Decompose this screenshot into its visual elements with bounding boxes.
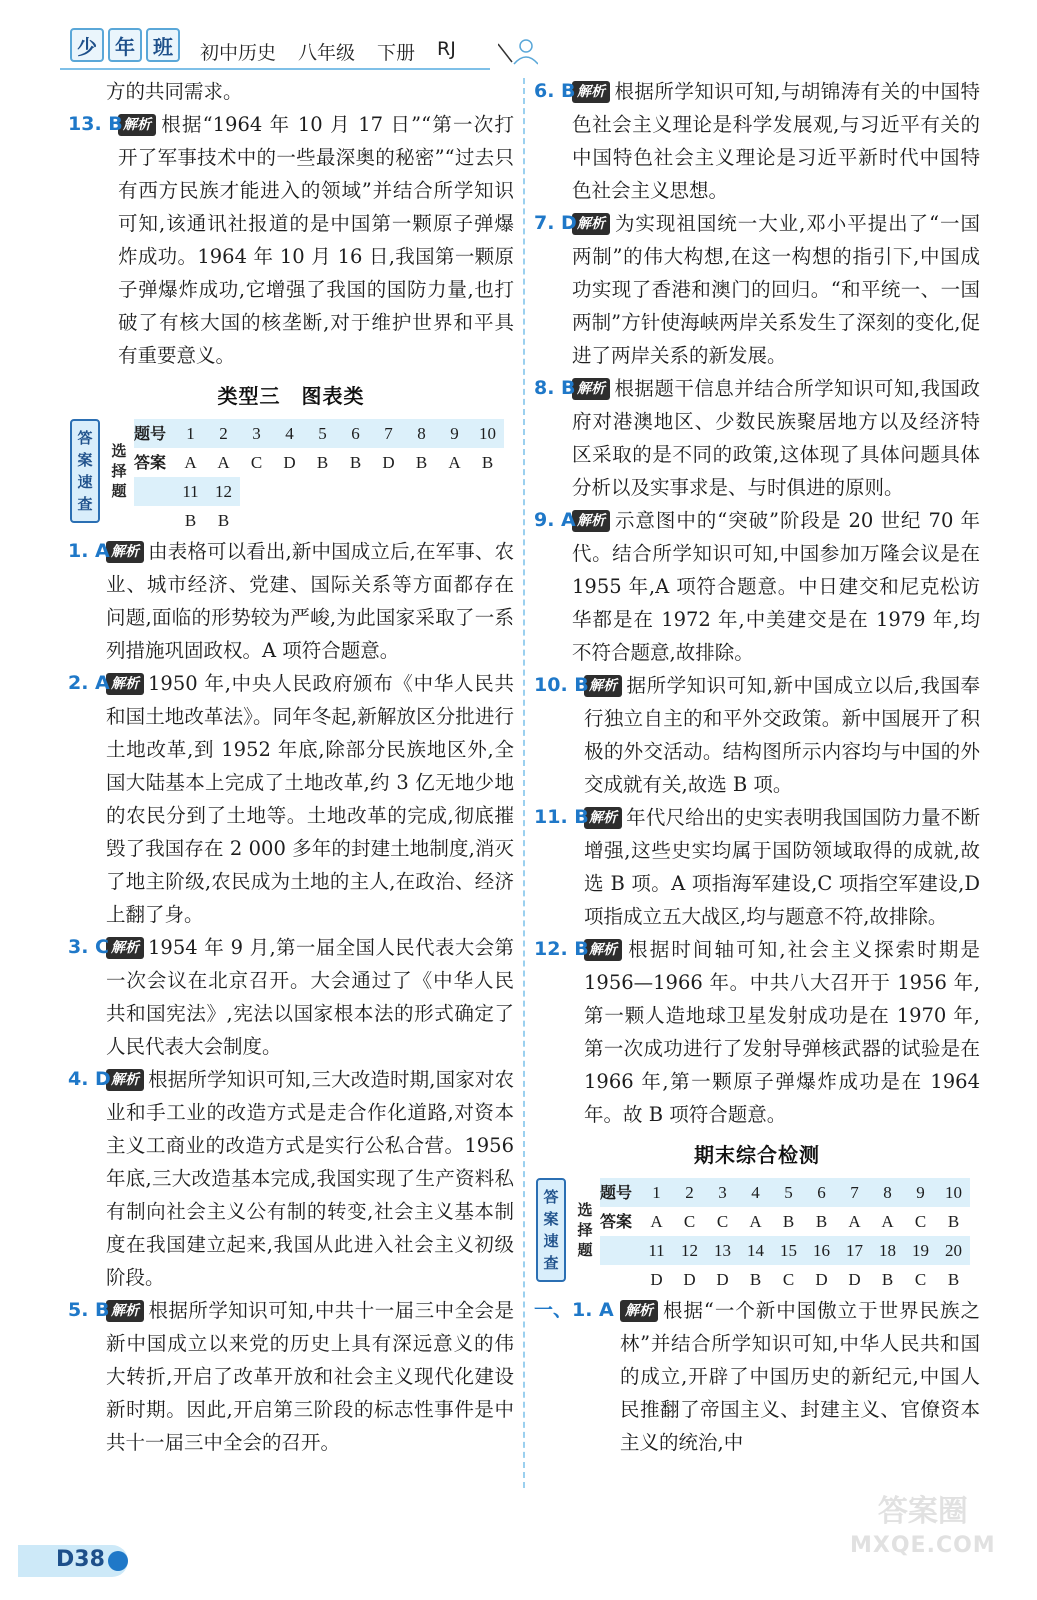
tag-char: 速 bbox=[543, 1232, 559, 1250]
q-answer: C bbox=[914, 1212, 927, 1231]
q-answer: B bbox=[349, 453, 362, 472]
q-answer: A bbox=[184, 453, 197, 472]
continuation-text: 方的共同需求。 bbox=[106, 80, 243, 103]
answer-text: 根据时间轴可知,社会主义探索时期是 1956—1966 年。中共八大召开于 1956 年,第一颗人造地球卫星发射成功是在 1970 年,第一次成功进行了发射导弹核武器的试验是在 1966 年,第一颗原子弹爆炸成功是在 1964 年。故 B 项符合题意。 bbox=[584, 938, 980, 1126]
answer-row bbox=[600, 1207, 970, 1236]
q-answer: B bbox=[947, 1270, 960, 1289]
q-num: 12 bbox=[215, 482, 232, 501]
q-num: 2 bbox=[685, 1183, 694, 1202]
answer-item bbox=[534, 933, 980, 1131]
answer-item bbox=[534, 801, 980, 933]
choice-label bbox=[574, 1200, 596, 1260]
q-num: 12 bbox=[681, 1241, 698, 1260]
answer-item bbox=[68, 1294, 514, 1459]
subject: 初中历史 bbox=[200, 42, 277, 64]
answer-item bbox=[534, 372, 980, 504]
answer-grid bbox=[134, 419, 504, 535]
q-num: 11 bbox=[648, 1241, 665, 1260]
brand-logo bbox=[70, 28, 184, 62]
section-title: 期末综合检测 bbox=[694, 1143, 820, 1167]
q-num: 4 bbox=[285, 424, 294, 443]
analysis-tag: 解析 bbox=[118, 114, 156, 136]
q-answer: D bbox=[848, 1270, 861, 1289]
sub-char: 择 bbox=[577, 1221, 593, 1239]
answer-text: 根据所学知识可知,三大改造时期,国家对农业和手工业的改造方式是走合作化道路,对资本主义工商业的改造方式是实行公私合营。1956 年底,三大改造基本完成,我国实现了生产资料私有制向社会主义公有制的转变,社会主义基本制度在我国建立起来,我国从此进入社会主义初级阶段。 bbox=[106, 1068, 514, 1289]
answer-text: 根据所学知识可知,中共十一届三中全会是新中国成立以来党的历史上具有深远意义的伟大转折,开启了改革开放和社会主义现代化建设新时期。因此,开启第三阶段的标志性事件是中共十一届三中全会的召开。 bbox=[106, 1299, 514, 1454]
q-answer: B bbox=[316, 453, 329, 472]
q-num: 16 bbox=[813, 1241, 830, 1260]
q-num: 1 bbox=[652, 1183, 661, 1202]
answer-text: 由表格可以看出,新中国成立后,在军事、农业、城市经济、党建、国际关系等方面都存在问题,面临的形势较为严峻,为此国家采取了一系列措施巩固政权。A 项符合题意。 bbox=[106, 540, 514, 662]
answer-row bbox=[600, 1265, 970, 1294]
q-num: 19 bbox=[912, 1241, 929, 1260]
q-answer: B bbox=[415, 453, 428, 472]
tag-char: 案 bbox=[77, 451, 93, 469]
q-answer: C bbox=[914, 1270, 927, 1289]
sub-char: 选 bbox=[111, 442, 127, 460]
q-num: 11 bbox=[182, 482, 199, 501]
answer-number: 13. B bbox=[68, 113, 123, 135]
logo-char: 班 bbox=[146, 28, 180, 62]
answer-number: 10. B bbox=[534, 674, 589, 696]
answer-item bbox=[68, 1063, 514, 1294]
analysis-tag: 解析 bbox=[572, 81, 610, 103]
header-rule bbox=[60, 68, 490, 70]
answer-number: 7. D bbox=[534, 212, 577, 234]
sub-char: 题 bbox=[111, 482, 127, 500]
answer-quick-check bbox=[534, 1178, 980, 1289]
logo-char: 少 bbox=[70, 28, 104, 62]
q-num: 20 bbox=[945, 1241, 962, 1260]
tag-char: 答 bbox=[77, 429, 93, 447]
row-label-spacer bbox=[134, 506, 174, 535]
q-num: 3 bbox=[718, 1183, 727, 1202]
q-num: 3 bbox=[252, 424, 261, 443]
tag-char: 查 bbox=[77, 495, 93, 513]
answer-text: 根据“1964 年 10 月 17 日”“第一次打开了军事技术中的一些最深奥的秘密”“过去只有西方民族才能进入的领域”并结合所学知识可知,该通讯社报道的是中国第一颗原子弹爆炸成功。1964 年 10 月 16 日,我国第一颗原子弹爆炸成功,它增强了我国的国防力量,也打破了有核大国的核垄断,对于维护世界和平具有重要意义。 bbox=[118, 113, 514, 367]
q-answer: A bbox=[881, 1212, 894, 1231]
q-num: 9 bbox=[916, 1183, 925, 1202]
logo-char: 年 bbox=[108, 28, 142, 62]
answer-item bbox=[68, 535, 514, 667]
answer-text: 1954 年 9 月,第一届全国人民代表大会第一次会议在北京召开。大会通过了《中华人民共和国宪法》,宪法以国家根本法的形式确定了人民代表大会制度。 bbox=[106, 936, 514, 1058]
header-meta bbox=[200, 38, 456, 65]
analysis-tag: 解析 bbox=[584, 807, 622, 829]
answer-item bbox=[534, 504, 980, 669]
q-num: 13 bbox=[714, 1241, 731, 1260]
q-answer: A bbox=[749, 1212, 762, 1231]
q-answer: B bbox=[749, 1270, 762, 1289]
answer-grid bbox=[600, 1178, 970, 1294]
q-answer: B bbox=[184, 511, 197, 530]
q-answer: D bbox=[716, 1270, 729, 1289]
page-dot-icon bbox=[108, 1551, 128, 1571]
q-answer: A bbox=[217, 453, 230, 472]
answer-number: 8. B bbox=[534, 377, 576, 399]
q-answer: C bbox=[683, 1212, 696, 1231]
row-label: 题号 bbox=[134, 424, 167, 443]
watermark-top: 答案圈 bbox=[877, 1494, 968, 1529]
number-row bbox=[134, 419, 504, 448]
q-answer: B bbox=[217, 511, 230, 530]
q-num: 8 bbox=[417, 424, 426, 443]
watermark bbox=[850, 1495, 996, 1563]
answer-number: 2. A bbox=[68, 672, 110, 694]
answer-number: 5. B bbox=[68, 1299, 110, 1321]
q-answer: D bbox=[382, 453, 395, 472]
analysis-tag: 解析 bbox=[572, 378, 610, 400]
analysis-tag: 解析 bbox=[620, 1300, 658, 1322]
q-num: 7 bbox=[850, 1183, 859, 1202]
analysis-tag: 解析 bbox=[584, 939, 622, 961]
q-num: 5 bbox=[784, 1183, 793, 1202]
answer-text: 为实现祖国统一大业,邓小平提出了“一国两制”的伟大构想,在这一构想的指引下,中国成功实现了香港和澳门的回归。“和平统一、一国两制”方针使海峡两岸关系发生了深刻的变化,促进了两岸关系的新发展。 bbox=[572, 212, 980, 367]
analysis-tag: 解析 bbox=[106, 541, 144, 563]
answer-item bbox=[534, 1294, 980, 1459]
q-num: 10 bbox=[479, 424, 496, 443]
q-answer: D bbox=[815, 1270, 828, 1289]
tag-char: 查 bbox=[543, 1254, 559, 1272]
answer-number: 11. B bbox=[534, 806, 589, 828]
q-answer: A bbox=[848, 1212, 861, 1231]
q-num: 15 bbox=[780, 1241, 797, 1260]
answer-item bbox=[68, 667, 514, 931]
answer-text: 据所学知识可知,新中国成立以后,我国奉行独立自主的和平外交政策。新中国展开了积极的外交活动。结构图所示内容均与中国的外交成就有关,故选 B 项。 bbox=[584, 674, 980, 796]
q-answer: B bbox=[782, 1212, 795, 1231]
row-label-spacer bbox=[600, 1236, 640, 1265]
answer-text: 年代尺给出的史实表明我国国防力量不断增强,这些史实均属于国防领域取得的成就,故选 B 项。A 项指海军建设,C 项指空军建设,D 项指成立五大战区,均与题意不符,故排除。 bbox=[584, 806, 980, 928]
answer-text: 根据所学知识可知,与胡锦涛有关的中国特色社会主义理论是科学发展观,与习近平有关的中国特色社会主义理论是习近平新时代中国特色社会主义思想。 bbox=[572, 80, 980, 202]
q-num: 4 bbox=[751, 1183, 760, 1202]
q-num: 6 bbox=[817, 1183, 826, 1202]
answer-item bbox=[68, 931, 514, 1063]
answer-number: 6. B bbox=[534, 80, 576, 102]
q-answer: C bbox=[782, 1270, 795, 1289]
analysis-tag: 解析 bbox=[106, 937, 144, 959]
q-num: 5 bbox=[318, 424, 327, 443]
answer-text: 根据“一个新中国傲立于世界民族之林”并结合所学知识可知,中华人民共和国的成立,开辟了中国历史的新纪元,中国人民推翻了帝国主义、封建主义、官僚资本主义的统治,中 bbox=[620, 1299, 980, 1454]
analysis-tag: 解析 bbox=[106, 1300, 144, 1322]
answer-text: 示意图中的“突破”阶段是 20 世纪 70 年代。结合所学知识可知,中国参加万隆会议是在 1955 年,A 项符合题意。中日建交和尼克松访华都是在 1972 年,中美建交是在 1979 年,均不符合题意,故排除。 bbox=[572, 509, 980, 664]
answer-number: 3. C bbox=[68, 936, 109, 958]
row-label: 题号 bbox=[600, 1183, 633, 1202]
q-answer: B bbox=[815, 1212, 828, 1231]
answer-number: 12. B bbox=[534, 938, 589, 960]
analysis-tag: 解析 bbox=[106, 1069, 144, 1091]
row-label-spacer bbox=[134, 477, 174, 506]
answer-item bbox=[534, 75, 980, 207]
q-num: 8 bbox=[883, 1183, 892, 1202]
volume: 下册 bbox=[377, 42, 416, 64]
q-num: 7 bbox=[384, 424, 393, 443]
watermark-bottom: MXQE.COM bbox=[850, 1533, 996, 1558]
tag-char: 案 bbox=[543, 1210, 559, 1228]
q-num: 6 bbox=[351, 424, 360, 443]
q-num: 10 bbox=[945, 1183, 962, 1202]
choice-label bbox=[108, 441, 130, 501]
tag-char: 速 bbox=[77, 473, 93, 491]
quick-check-tag bbox=[536, 1178, 566, 1282]
q-answer: C bbox=[250, 453, 263, 472]
q-answer: A bbox=[650, 1212, 663, 1231]
row-label: 答案 bbox=[134, 453, 167, 472]
q-answer: A bbox=[448, 453, 461, 472]
q-answer: D bbox=[283, 453, 296, 472]
answer-number: 一、1. A bbox=[534, 1299, 614, 1321]
q-answer: B bbox=[481, 453, 494, 472]
q-num: 9 bbox=[450, 424, 459, 443]
page-header bbox=[0, 0, 1037, 75]
grade: 八年级 bbox=[298, 42, 356, 64]
analysis-tag: 解析 bbox=[572, 213, 610, 235]
answer-item bbox=[534, 669, 980, 801]
tag-char: 答 bbox=[543, 1188, 559, 1206]
q-num: 14 bbox=[747, 1241, 764, 1260]
quick-check-tag bbox=[70, 419, 100, 523]
row-label-spacer bbox=[600, 1265, 640, 1294]
sub-char: 题 bbox=[577, 1241, 593, 1259]
analysis-tag: 解析 bbox=[584, 675, 622, 697]
answer-text: 根据题干信息并结合所学知识可知,我国政府对港澳地区、少数民族聚居地方以及经济特区采取的是不同的政策,这体现了具体问题具体分析以及实事求是、与时俱进的原则。 bbox=[572, 377, 980, 499]
q-answer: D bbox=[650, 1270, 663, 1289]
left-column bbox=[68, 75, 514, 1459]
row-label: 答案 bbox=[600, 1212, 633, 1231]
sub-char: 择 bbox=[111, 462, 127, 480]
number-row bbox=[600, 1178, 970, 1207]
answer-row bbox=[134, 448, 504, 477]
answer-quick-check bbox=[68, 419, 514, 530]
q-answer: C bbox=[716, 1212, 729, 1231]
sub-char: 选 bbox=[577, 1201, 593, 1219]
q-answer: B bbox=[947, 1212, 960, 1231]
answer-item bbox=[68, 108, 514, 372]
q-num: 18 bbox=[879, 1241, 896, 1260]
answer-item bbox=[534, 207, 980, 372]
column-divider bbox=[523, 78, 525, 1488]
reader-icon bbox=[498, 36, 538, 66]
analysis-tag: 解析 bbox=[106, 673, 144, 695]
number-row bbox=[600, 1236, 970, 1265]
answer-text: 1950 年,中央人民政府颁布《中华人民共和国土地改革法》。同年冬起,新解放区分批进行土地改革,到 1952 年底,除部分民族地区外,全国大陆基本上完成了土地改革,约 3 亿无地少地的农民分到了土地等。土地改革的完成,彻底摧毁了我国存在 2 000 多年的封建土地制度,消灭了地主阶级,农民成为土地的主人,在政治、经济上翻了身。 bbox=[106, 672, 514, 926]
section-title: 类型三 图表类 bbox=[217, 384, 365, 408]
q-answer: B bbox=[881, 1270, 894, 1289]
right-column bbox=[534, 75, 980, 1459]
edition: RJ bbox=[437, 38, 456, 60]
answer-row bbox=[134, 506, 504, 535]
q-num: 17 bbox=[846, 1241, 863, 1260]
page-number-text: D38 bbox=[56, 1547, 105, 1572]
q-num: 2 bbox=[219, 424, 228, 443]
q-num: 1 bbox=[186, 424, 195, 443]
page-number bbox=[18, 1545, 128, 1577]
answer-number: 4. D bbox=[68, 1068, 111, 1090]
answer-number: 1. A bbox=[68, 540, 110, 562]
q-answer: D bbox=[683, 1270, 696, 1289]
answer-number: 9. A bbox=[534, 509, 576, 531]
analysis-tag: 解析 bbox=[572, 510, 610, 532]
number-row bbox=[134, 477, 240, 506]
